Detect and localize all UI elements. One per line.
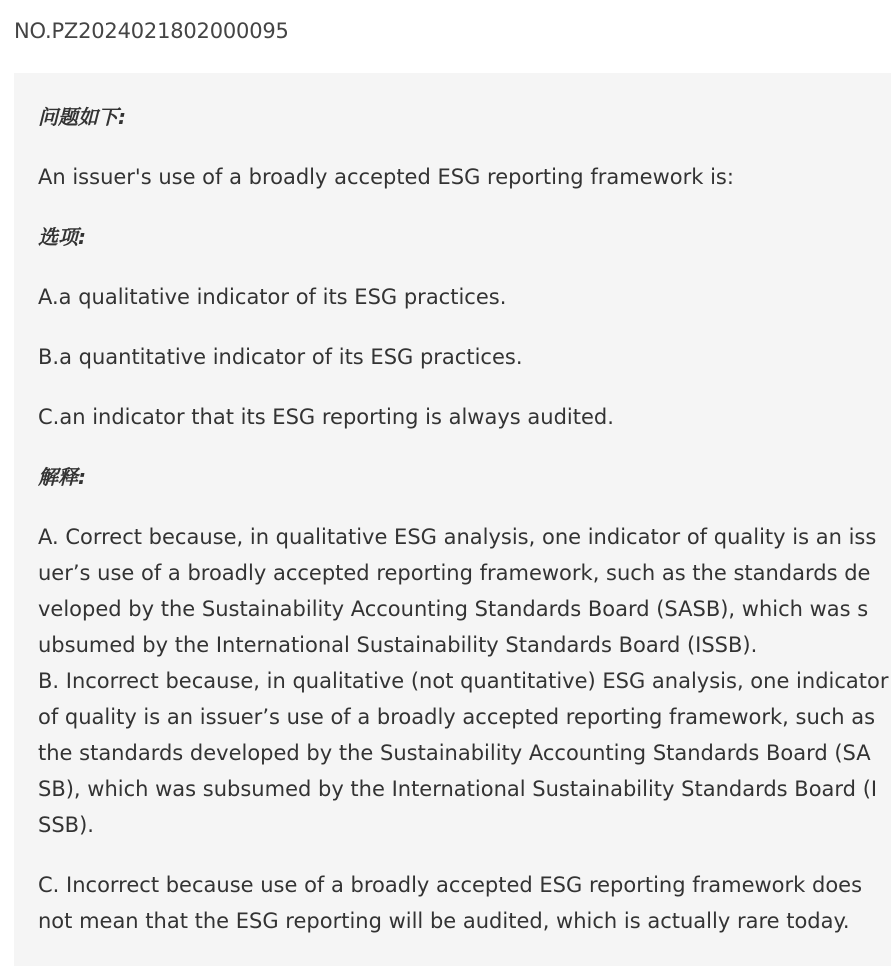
explanation-line: of quality is an issuer’s use of a broadly accepted reporting framework, such as	[38, 705, 876, 729]
explanation-line: uer’s use of a broadly accepted reporting framework, such as the standards de	[38, 561, 871, 585]
explanation-line: not mean that the ESG reporting will be audited, which is actually rare today.	[38, 909, 850, 933]
explanation-heading: 解释:	[38, 465, 86, 489]
explanation-line: ubsumed by the International Sustainability Standards Board (ISSB).	[38, 633, 758, 657]
option-c: C.an indicator that its ESG reporting is always audited.	[38, 405, 614, 429]
option-a: A.a qualitative indicator of its ESG practices.	[38, 285, 507, 309]
explanation-paragraph-c	[38, 867, 883, 939]
question-number: NO.PZ2024021802000095	[14, 19, 289, 43]
explanation-line: B. Incorrect because, in qualitative (not quantitative) ESG analysis, one indicator	[38, 669, 889, 693]
explanation-line: A. Correct because, in qualitative ESG analysis, one indicator of quality is an iss	[38, 525, 877, 549]
explanation-line: the standards developed by the Sustainability Accounting Standards Board (SA	[38, 741, 871, 765]
explanation-line: SSB).	[38, 813, 94, 837]
option-b: B.a quantitative indicator of its ESG practices.	[38, 345, 523, 369]
question-heading: 问题如下:	[38, 105, 126, 129]
options-heading: 选项:	[38, 225, 86, 249]
explanation-line: C. Incorrect because use of a broadly accepted ESG reporting framework does	[38, 873, 863, 897]
explanation-line: SB), which was subsumed by the International Sustainability Standards Board (I	[38, 777, 878, 801]
explanation-line: veloped by the Sustainability Accounting Standards Board (SASB), which was s	[38, 597, 869, 621]
question-text: An issuer's use of a broadly accepted ESG reporting framework is:	[38, 165, 734, 189]
question-card	[14, 73, 891, 966]
explanation-paragraph-ab	[38, 519, 889, 843]
